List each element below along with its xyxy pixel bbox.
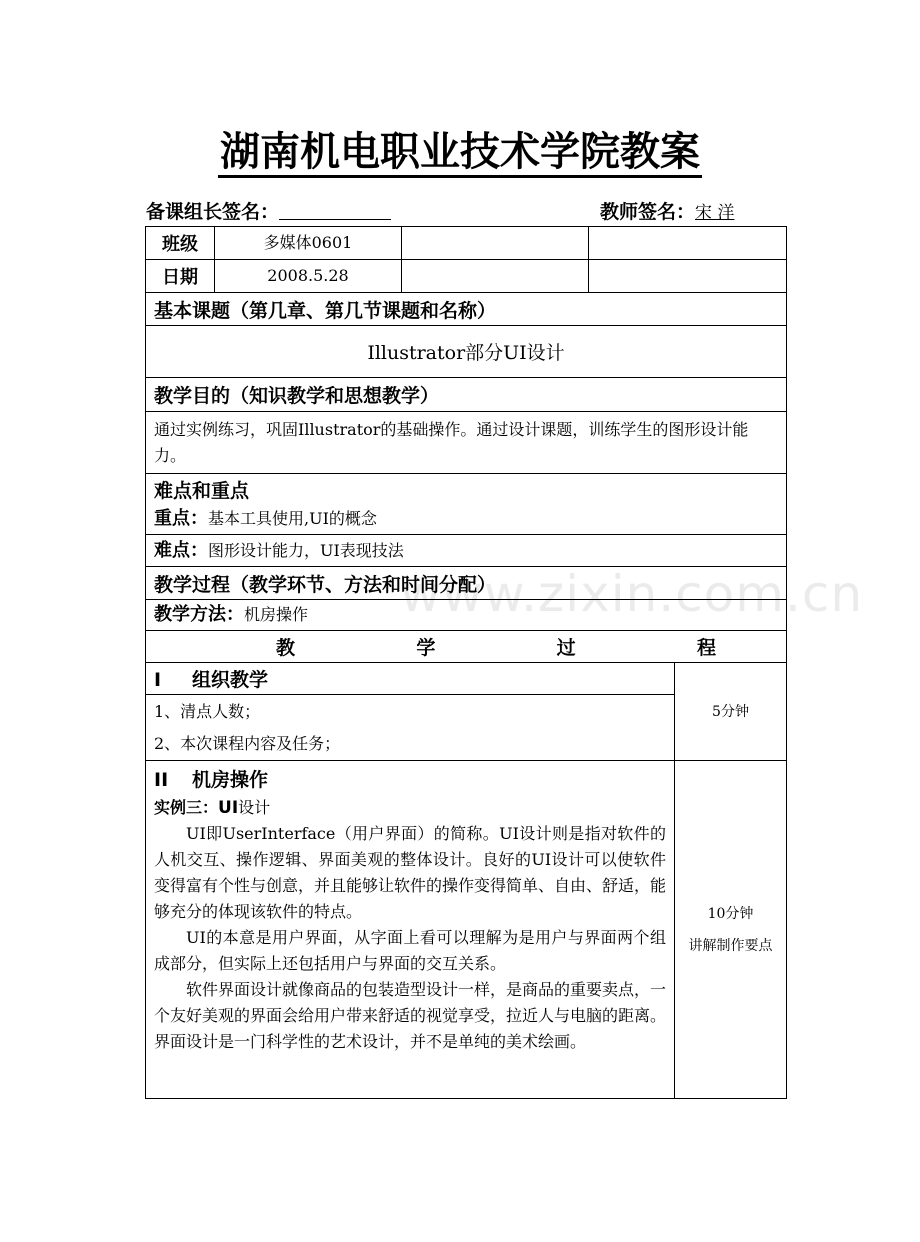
process-title-char: 过 [556, 637, 576, 659]
section-2-number: II [154, 769, 169, 791]
paragraph: UI即UserInterface（用户界面）的简称。UI设计则是指对软件的人机交互、操作逻辑、界面美观的整体设计。良好的UI设计可以使软件变得富有个性与创意，并且能够让软件的操作变得简单、自由、舒适，能够充分的体现该软件的特点。 [154, 824, 667, 921]
section-2-side [675, 761, 787, 1099]
empty-cell [589, 260, 787, 293]
list-item: 1、清点人数； [154, 701, 261, 721]
process-title-char: 学 [416, 637, 436, 659]
section-1-heading [146, 663, 675, 695]
empty-cell [589, 227, 787, 260]
document-title: 湖南机电职业技术学院教案 [0, 124, 920, 180]
section-1-items [146, 695, 675, 761]
class-label: 班级 [146, 227, 215, 260]
section-2-heading [154, 765, 666, 795]
empty-cell [402, 260, 589, 293]
section-1-title: 组织教学 [192, 669, 269, 691]
difficulty-label: 难点： [154, 539, 208, 561]
date-label: 日期 [146, 260, 215, 293]
process-heading: 教学过程（教学环节、方法和时间分配） [146, 567, 787, 600]
section-1-time: 5分钟 [675, 663, 787, 761]
process-title-char: 程 [696, 637, 716, 659]
objective-heading: 教学目的（知识教学和思想教学） [146, 378, 787, 412]
section-1-number: I [154, 669, 162, 691]
paragraph: UI的本意是用户界面，从字面上看可以理解为是用户与界面两个组成部分，但实际上还包括用户与界面的交互关系。 [154, 928, 666, 973]
topic-value: Illustrator部分UI设计 [146, 326, 787, 378]
teacher-label: 教师签名： [600, 201, 696, 223]
example-label: 实例三： [154, 798, 219, 817]
focus-value: 基本工具使用,UI的概念 [208, 509, 377, 529]
section-2-body [146, 761, 675, 1099]
watermark: www.zixin.com.cn [400, 565, 864, 623]
class-value: 多媒体0601 [215, 227, 402, 260]
teacher-name: 宋 洋 [695, 203, 735, 223]
list-item: 2、本次课程内容及任务； [154, 733, 341, 753]
method-label: 教学方法： [154, 604, 244, 625]
example-suffix: 设计 [238, 798, 271, 817]
section-2-time: 10分钟 [707, 905, 754, 922]
focus-row [146, 505, 787, 535]
empty-cell [402, 227, 589, 260]
date-row [146, 260, 787, 293]
section-2-title: 机房操作 [192, 769, 269, 791]
key-points-heading: 难点和重点 [146, 474, 787, 505]
focus-label: 重点： [154, 508, 208, 530]
process-section-title [146, 631, 787, 663]
section-2-note: 讲解制作要点 [688, 937, 773, 954]
group-leader-blank [279, 199, 391, 220]
group-leader-label: 备课组长签名： [146, 201, 280, 223]
lesson-plan-table [145, 226, 787, 1099]
date-value: 2008.5.28 [215, 260, 402, 293]
difficulty-row [146, 535, 787, 567]
topic-heading: 基本课题（第几章、第几节课题和名称） [146, 293, 787, 326]
objective-text: 通过实例练习，巩固Illustrator的基础操作。通过设计课题，训练学生的图形设计能力。 [146, 412, 787, 474]
class-row [146, 227, 787, 260]
example-ui: UI [218, 798, 239, 818]
group-leader-signature [146, 198, 391, 226]
method-row [146, 600, 787, 631]
paragraph: 软件界面设计就像商品的包装造型设计一样，是商品的重要卖点，一个友好美观的界面会给用户带来舒适的视觉享受，拉近人与电脑的距离。界面设计是一门科学性的艺术设计，并不是单纯的美术绘画。 [154, 980, 667, 1051]
difficulty-value: 图形设计能力，UI表现技法 [208, 540, 404, 560]
teacher-signature [600, 198, 734, 226]
example-title [154, 795, 666, 821]
method-value: 机房操作 [244, 605, 309, 624]
process-title-char: 教 [276, 637, 296, 659]
